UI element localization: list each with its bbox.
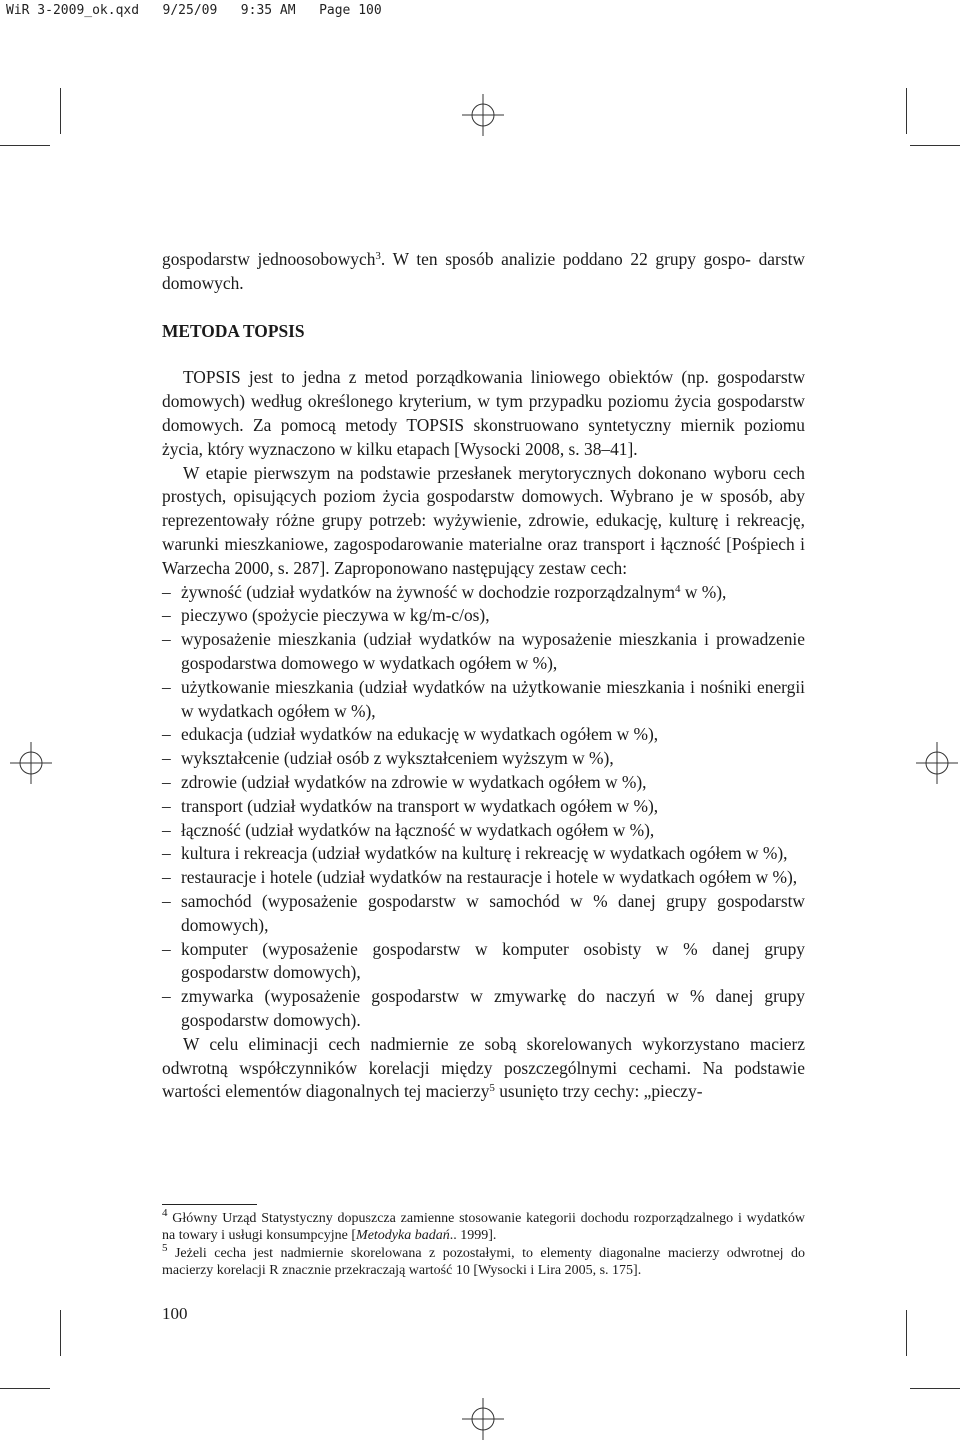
footnotes [162,1207,805,1279]
section-heading: METODA TOPSIS [162,320,305,341]
footnote-ref-5: 5 [489,1082,495,1095]
footnote-separator [162,1204,257,1205]
crop-mark-top-left-horizontal [0,145,50,146]
list-item-text: zmywarka (wyposażenie gospodarstw w zmywarkę do naczyń w % danej grupy gospodarstw domowych). [181,986,805,1030]
list-item [162,771,805,795]
list-dash: – [162,819,171,840]
list-item-text: kultura i rekreacja (udział wydatków na kulturę i rekreację w wydatkach ogółem w %), [181,843,788,864]
paragraph-topsis-definition: TOPSIS jest to jedna z metod porządkowania liniowego obiektów (np. gospodarstw domowych) według określonego kryterium, w tym przypadku poziomu życia gospodarstw domowych. Za pomocą metody TOPSIS skonstruowano syntetyczny miernik poziomu życia, który wyznaczono w kilku etapach [Wysocki 2008, s. 38–41]. [162,367,805,459]
list-item [162,581,805,605]
crop-mark-top-left-vertical [60,88,61,134]
crop-mark-bottom-left-vertical [60,1310,61,1356]
registration-mark-bottom-icon [462,1398,504,1440]
slug-line: WiR 3-2009_ok.qxd 9/25/09 9:35 AM Page 100 [6,3,382,18]
list-dash: – [162,724,171,745]
list-dash: – [162,581,171,602]
crop-mark-bottom-right-vertical [906,1310,907,1356]
registration-mark-top-icon [462,94,504,136]
list-item [162,676,805,724]
list-dash: – [162,676,171,697]
list-dash: – [162,986,171,1007]
list-dash: – [162,771,171,792]
footnote-text: Główny Urząd Statystyczny dopuszcza zamienne stosowanie kategorii dochodu rozporządzalnego i wydatków na towary i usługi konsumpcyjne [ [162,1211,805,1244]
list-item-text: pieczywo (spożycie pieczywa w kg/m-c/os), [181,605,490,626]
list-item [162,890,805,938]
list-item [162,842,805,866]
list-dash: – [162,843,171,864]
list-item [162,604,805,628]
intro-paragraph [162,248,805,296]
list-item-text: transport (udział wydatków na transport w wydatkach ogółem w %), [181,795,659,816]
footnote-ref-4: 4 [675,582,681,595]
paragraph-correlation-tail: usunięto trzy cechy: „pieczy- [494,1081,703,1102]
intro-lead: gospodarstw jednoosobowych [162,249,376,269]
paragraph-correlation [162,1033,805,1104]
footnote-ref-3: 3 [375,250,381,262]
registration-mark-right-icon [916,742,958,784]
list-item-text: użytkowanie mieszkania (udział wydatków na użytkowanie mieszkania i nośniki energii w wydatkach ogółem w %), [181,676,805,721]
list-dash: – [162,938,171,959]
footnote-text-tail: .. 1999]. [449,1228,497,1244]
paragraph-correlation-lead: W celu eliminacji cech nadmiernie ze sobą skorelowanych wykorzystano macierz odwrotną współczynników korelacji między poszczególnymi cechami. Na podstawie wartości elementów diagonalnych tej macierzy [162,1033,805,1102]
list-item [162,819,805,843]
crop-mark-bottom-left-horizontal [0,1388,50,1389]
registration-mark-left-icon [10,742,52,784]
list-item [162,795,805,819]
list-item-text: żywność (udział wydatków na żywność w dochodzie rozporządzalnym [181,581,676,602]
crop-mark-bottom-right-horizontal [910,1388,960,1389]
list-item-text: łączność (udział wydatków na łączność w wydatkach ogółem w %), [181,819,655,840]
footnote-4 [162,1207,805,1245]
page-body [162,248,805,1104]
crop-mark-top-right-horizontal [910,145,960,146]
footnote-number: 5 [162,1241,168,1254]
list-dash: – [162,795,171,816]
list-item [162,866,805,890]
footnote-citation-title: Metodyka badań [356,1228,450,1244]
list-dash: – [162,605,171,626]
list-item [162,723,805,747]
list-item-text: wyposażenie mieszkania (udział wydatków na wyposażenie mieszkania i prowadzenie gospodarstwa domowego w wydatkach ogółem w %), [181,629,805,673]
list-dash: – [162,867,171,888]
footnote-number: 4 [162,1207,168,1219]
list-dash: – [162,890,171,911]
list-item-text: restauracje i hotele (udział wydatków na restauracje i hotele w wydatkach ogółem w %), [181,867,798,888]
list-item-text: komputer (wyposażenie gospodarstw w komputer osobisty w % danej grupy gospodarstw domowych), [181,938,805,983]
list-item-text: samochód (wyposażenie gospodarstw w samochód w % danej grupy gospodarstw domowych), [181,890,805,935]
footnote-5 [162,1241,805,1280]
feature-list [162,581,805,1033]
list-item [162,628,805,676]
list-item-text: wykształcenie (udział osób z wykształceniem wyższym w %), [181,748,614,769]
footnote-text: Jeżeli cecha jest nadmiernie skorelowana z pozostałymi, to elementy diagonalne macierzy odwrotnej do macierzy korelacji R znacznie przekraczają wartość 10 [Wysocki i Lira 2005, s. 175]. [162,1245,805,1278]
crop-mark-top-right-vertical [906,88,907,134]
list-item [162,985,805,1033]
intro-tail: . W ten sposób analizie poddano 22 grupy gospo- [380,249,751,269]
page-number: 100 [162,1304,188,1323]
intro-continuation: darstw domowych. [162,249,805,293]
list-dash: – [162,748,171,769]
list-dash: – [162,629,171,650]
list-item [162,747,805,771]
list-item-tail: w %), [680,581,727,602]
paragraph-first-stage: W etapie pierwszym na podstawie przesłanek merytorycznych dokonano wyboru cech prostych, opisujących poziom życia gospodarstw domowych. Wybrano je w sposób, aby reprezentowały różne grupy potrzeb: wyżywienie, zdrowie, edukację, kulturę i rekreację, warunki mieszkaniowe, zagospodarowanie materialne oraz transport i łączność [Pośpiech i Warzecha 2000, s. 287]. Zaproponowano następujący zestaw cech: [162,462,805,578]
list-item [162,938,805,986]
list-item-text: edukacja (udział wydatków na edukację w wydatkach ogółem w %), [181,724,659,745]
list-item-text: zdrowie (udział wydatków na zdrowie w wydatkach ogółem w %), [181,771,647,792]
